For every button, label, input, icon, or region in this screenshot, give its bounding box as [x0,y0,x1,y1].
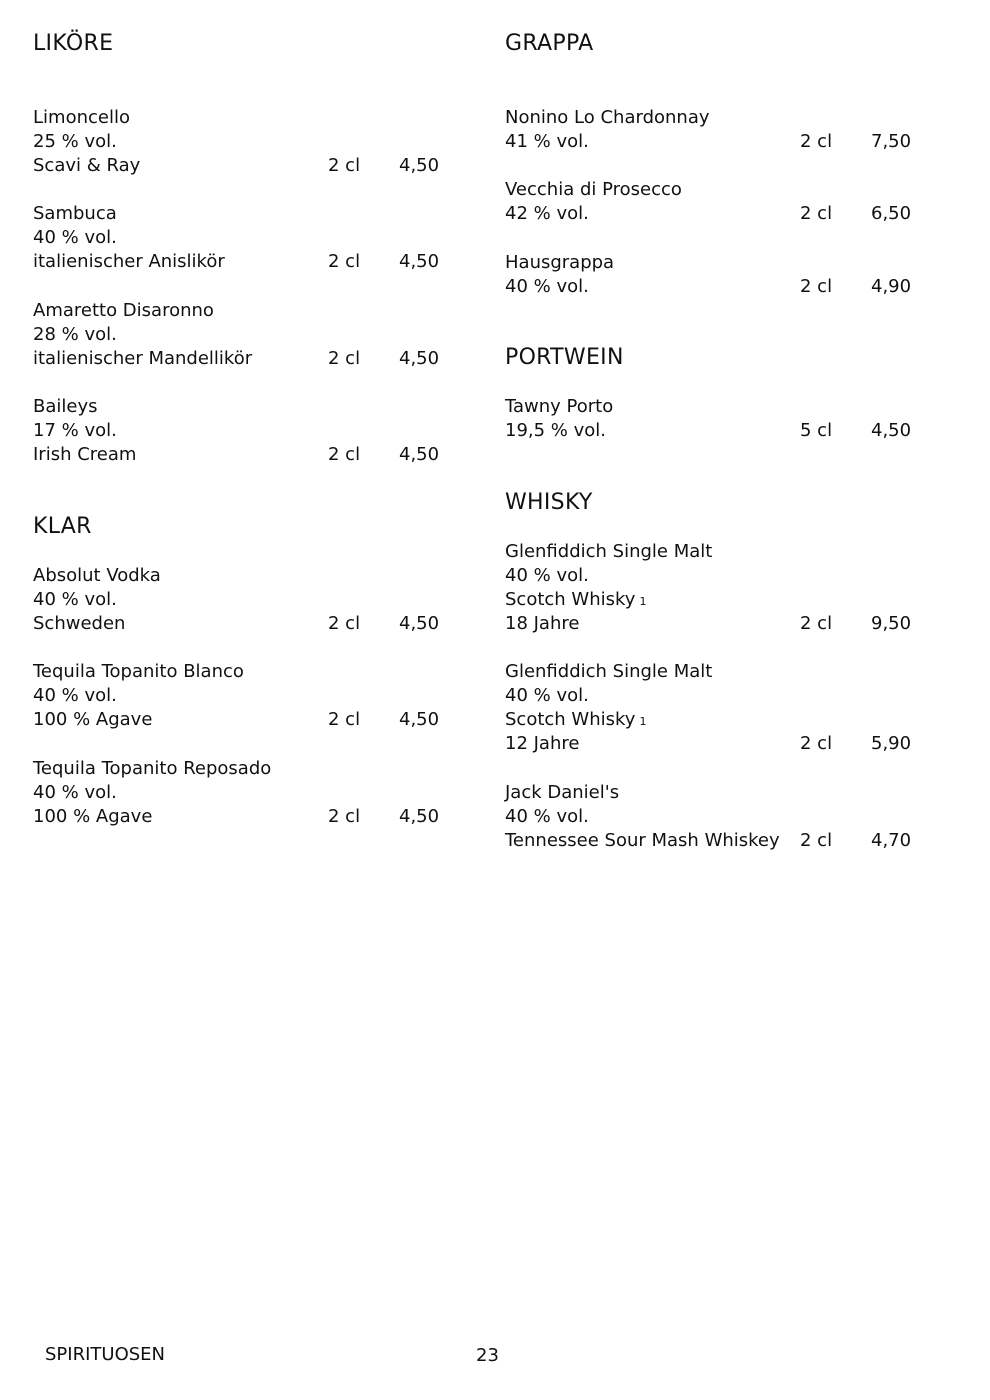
item-size: 5 cl [800,420,833,441]
item-size: 2 cl [328,444,361,465]
item-abv: 40 % vol. [505,276,589,297]
item-name: Glenfiddich Single Malt [505,541,713,562]
item-name: Nonino Lo Chardonnay [505,107,710,128]
menu-item-jack-daniels [505,781,945,853]
item-name: Vecchia di Prosecco [505,179,682,200]
item-abv: 40 % vol. [33,589,117,610]
item-abv: 40 % vol. [505,565,589,586]
item-description: Schweden [33,613,126,634]
section-heading-likoere: LIKÖRE [33,31,114,56]
item-price: 4,50 [871,420,912,441]
item-description: italienischer Anislikör [33,251,225,272]
menu-item-amaretto [33,299,463,371]
item-name: Limoncello [33,107,130,128]
item-description-text: Scotch Whisky [505,589,636,610]
item-price: 4,50 [399,348,440,369]
footer-section-label: SPIRITUOSEN [45,1344,166,1365]
item-size: 2 cl [800,203,833,224]
item-price: 4,70 [871,830,912,851]
item-size: 2 cl [328,348,361,369]
menu-item-nonino [505,106,945,154]
menu-item-limoncello [33,106,463,178]
item-name: Baileys [33,396,98,417]
item-price: 5,90 [871,733,912,754]
item-price: 4,90 [871,276,912,297]
section-heading-portwein: PORTWEIN [505,345,624,370]
menu-item-absolut-vodka [33,564,463,636]
item-size: 2 cl [800,830,833,851]
item-size: 2 cl [800,733,833,754]
item-description-text: Scotch Whisky [505,709,636,730]
item-abv: 40 % vol. [33,685,117,706]
item-price: 9,50 [871,613,912,634]
item-name: Hausgrappa [505,252,615,273]
item-abv: 42 % vol. [505,203,589,224]
item-size: 2 cl [328,709,361,730]
item-age: 18 Jahre [505,613,580,634]
item-size: 2 cl [328,251,361,272]
item-price: 7,50 [871,131,912,152]
item-name: Jack Daniel's [505,782,620,803]
footnote-marker: 1 [639,715,647,728]
menu-item-tequila-reposado [33,757,463,829]
item-price: 4,50 [399,444,440,465]
item-description [505,708,800,732]
item-abv: 40 % vol. [505,685,589,706]
item-age: 12 Jahre [505,733,580,754]
menu-item-baileys [33,395,463,467]
menu-item-hausgrappa [505,251,945,299]
item-abv: 19,5 % vol. [505,420,607,441]
menu-item-tequila-blanco [33,660,463,732]
item-abv: 40 % vol. [505,806,589,827]
section-heading-grappa: GRAPPA [505,31,594,56]
item-name: Absolut Vodka [33,565,161,586]
item-name: Tequila Topanito Blanco [33,661,244,682]
item-abv: 40 % vol. [33,782,117,803]
item-abv: 17 % vol. [33,420,117,441]
item-description [505,588,800,612]
item-name: Sambuca [33,203,117,224]
item-description: Scavi & Ray [33,155,141,176]
item-size: 2 cl [328,613,361,634]
item-price: 6,50 [871,203,912,224]
item-description: italienischer Mandellikör [33,348,253,369]
item-size: 2 cl [800,613,833,634]
menu-item-tawny-porto [505,395,945,443]
menu-item-vecchia-di-prosecco [505,178,945,226]
item-abv: 40 % vol. [33,227,117,248]
item-name: Amaretto Disaronno [33,300,214,321]
menu-item-sambuca [33,202,463,274]
item-name: Glenfiddich Single Malt [505,661,713,682]
footnote-marker: 1 [639,595,647,608]
section-heading-whisky: WHISKY [505,490,593,515]
section-heading-klar: KLAR [33,514,92,539]
menu-item-glenfiddich-12 [505,660,945,756]
item-price: 4,50 [399,709,440,730]
item-name: Tawny Porto [505,396,614,417]
item-name: Tequila Topanito Reposado [33,758,272,779]
item-size: 2 cl [328,155,361,176]
item-description: Irish Cream [33,444,137,465]
item-abv: 28 % vol. [33,324,117,345]
menu-item-glenfiddich-18 [505,540,945,636]
item-abv: 41 % vol. [505,131,589,152]
item-description: Tennessee Sour Mash Whiskey [505,830,780,851]
item-price: 4,50 [399,155,440,176]
item-abv: 25 % vol. [33,131,117,152]
page-number: 23 [476,1345,499,1366]
item-price: 4,50 [399,806,440,827]
item-price: 4,50 [399,613,440,634]
item-description: 100 % Agave [33,709,153,730]
item-size: 2 cl [800,131,833,152]
item-price: 4,50 [399,251,440,272]
item-description: 100 % Agave [33,806,153,827]
item-size: 2 cl [800,276,833,297]
item-size: 2 cl [328,806,361,827]
